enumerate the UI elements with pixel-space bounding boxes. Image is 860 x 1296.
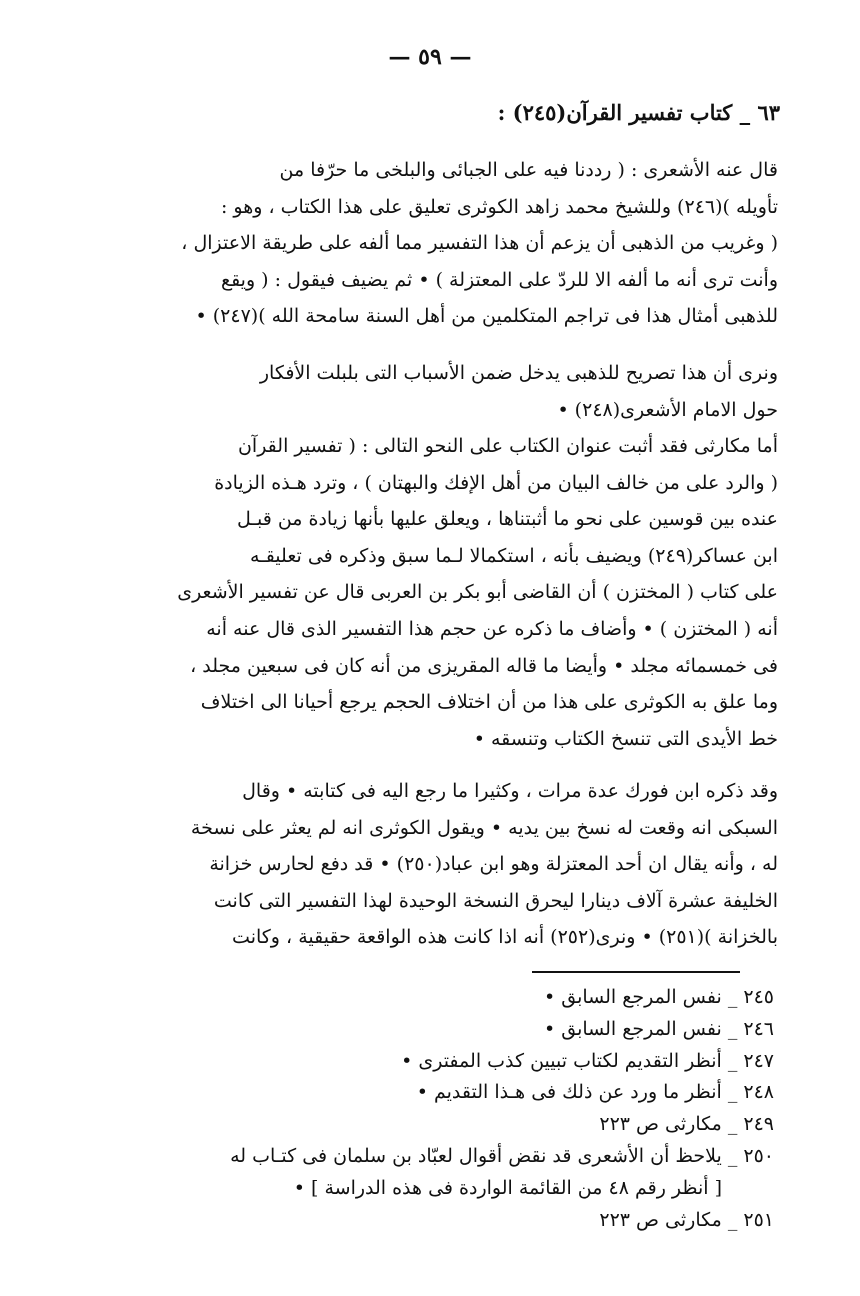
paragraph-1 <box>86 152 778 335</box>
text-line: له ، وأنه يقال ان أحد المعتزلة وهو ابن عباد(٢٥٠) • قد دفع لحارس خزانة <box>209 853 778 876</box>
text-line: وقد ذكره ابن فورك عدة مرات ، وكثيرا ما رجع اليه فى كتابته • وقال <box>242 780 778 802</box>
text-line: عنده بين قوسين على نحو ما أثبتناها ، ويعلق عليها بأنها زيادة من قبـل <box>237 508 778 531</box>
text-line: حول الامام الأشعرى(٢٤٨) • <box>557 398 778 421</box>
text-line: أنه ( المختزن ) • وأضاف ما ذكره عن حجم هذا التفسير الذى قال عنه أنه <box>206 617 778 640</box>
text-line: السبكى انه وقعت له نسخ بين يديه • ويقول الكوثرى انه لم يعثر على نسخة <box>190 816 778 839</box>
text-line: بالخزانة )(٢٥١) • ونرى(٢٥٢) أنه اذا كانت هذه الواقعة حقيقية ، وكانت <box>232 926 778 949</box>
footnote-divider <box>532 971 740 973</box>
paragraph-3 <box>86 428 778 757</box>
footnote-247: ٢٤٧ _ أنظر التقديم لكتاب تبيين كذب المفترى • <box>401 1049 774 1072</box>
text-line: ونرى أن هذا تصريح للذهبى يدخل ضمن الأسباب التى بلبلت الأفكار <box>259 362 778 384</box>
paragraph-2 <box>86 355 778 428</box>
text-line: على كتاب ( المختزن ) أن القاضى أبو بكر بن العربى قال عن تفسير الأشعرى <box>177 581 778 604</box>
page-number: — ٥٩ — <box>388 44 472 70</box>
text-line: الخليفة عشرة آلاف دينارا ليحرق النسخة الوحيدة لهذا التفسير التى كانت <box>213 889 778 912</box>
text-line: وأنت ترى أنه ما ألفه الا للردّ على المعتزلة ) • ثم يضيف فيقول : ( ويقع <box>220 268 778 291</box>
text-line: خط الأيدى التى تنسخ الكتاب وتنسقه • <box>473 727 778 750</box>
section-heading: ٦٣ _ كتاب تفسير القرآن(٢٤٥) : <box>497 100 780 125</box>
text-line: تأويله )(٢٤٦) وللشيخ محمد زاهد الكوثرى تعليق على هذا الكتاب ، وهو : <box>220 195 778 218</box>
paragraph-4 <box>86 773 778 956</box>
text-line: ( وغريب من الذهبى أن يزعم أن هذا التفسير مما ألفه على طريقة الاعتزال ، <box>181 232 778 255</box>
footnote-250-continuation: [ أنظر رقم ٤٨ من القائمة الواردة فى هذه الدراسة ] • <box>293 1176 722 1199</box>
text-line: للذهبى أمثال هذا فى تراجم المتكلمين من أهل السنة سامحة الله )(٢٤٧) • <box>195 305 778 328</box>
footnote-249: ٢٤٩ _ مكارثى ص ٢٢٣ <box>599 1113 774 1136</box>
footnote-246: ٢٤٦ _ نفس المرجع السابق • <box>544 1017 774 1040</box>
text-line: وما علق به الكوثرى على هذا من أن اختلاف الحجم يرجع أحيانا الى اختلاف <box>200 691 778 714</box>
text-line: قال عنه الأشعرى : ( رددنا فيه على الجبائى والبلخى ما حرّفا من <box>279 159 778 181</box>
text-line: أما مكارثى فقد أثبت عنوان الكتاب على النحو التالى : ( تفسير القرآن <box>237 435 778 457</box>
footnote-248: ٢٤٨ _ أنظر ما ورد عن ذلك فى هـذا التقديم • <box>416 1081 774 1104</box>
footnote-245: ٢٤٥ _ نفس المرجع السابق • <box>544 986 774 1008</box>
text-line: ( والرد على من خالف البيان من أهل الإفك والبهتان ) ، وترد هـذه الزيادة <box>214 471 778 494</box>
footnotes <box>60 982 774 1236</box>
text-line: ابن عساكر(٢٤٩) ويضيف بأنه ، استكمالا لـما سبق وذكره فى تعليقـه <box>249 544 778 567</box>
text-line: فى خمسمائه مجلد • وأيضا ما قاله المقريزى من أنه كان فى سبعين مجلد ، <box>190 654 778 677</box>
footnote-251: ٢٥١ _ مكارثى ص ٢٢٣ <box>599 1208 774 1231</box>
footnote-250: ٢٥٠ _ يلاحظ أن الأشعرى قد نقض أقوال لعبّاد بن سلمان فى كتـاب له <box>230 1144 774 1167</box>
